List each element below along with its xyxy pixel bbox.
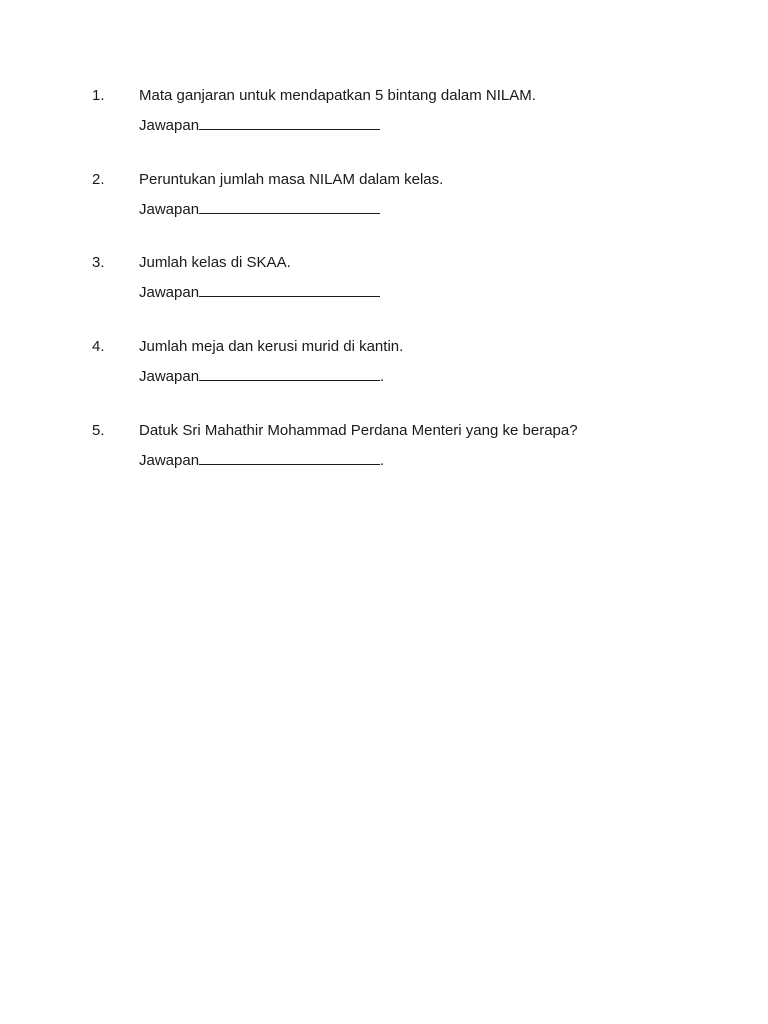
answer-row <box>139 282 692 300</box>
answer-blank[interactable] <box>199 366 380 381</box>
question-3 <box>92 254 692 300</box>
answer-label: Jawapan <box>139 368 200 385</box>
question-text: Jumlah meja dan kerusi murid di kantin. <box>139 338 404 355</box>
question-number: 5. <box>92 422 105 439</box>
answer-suffix: . <box>380 452 385 469</box>
question-number: 3. <box>92 254 105 271</box>
question-number: 4. <box>92 338 105 355</box>
question-5 <box>92 422 692 468</box>
question-text: Datuk Sri Mahathir Mohammad Perdana Menteri yang ke berapa? <box>139 422 578 439</box>
question-4 <box>92 338 692 384</box>
answer-label: Jawapan <box>139 284 200 301</box>
answer-row <box>139 199 692 217</box>
question-text: Mata ganjaran untuk mendapatkan 5 bintang dalam NILAM. <box>139 87 536 104</box>
answer-label: Jawapan <box>139 117 200 134</box>
question-2 <box>92 171 692 217</box>
answer-row <box>139 450 692 468</box>
question-1 <box>92 87 692 133</box>
answer-label: Jawapan <box>139 201 200 218</box>
question-text: Peruntukan jumlah masa NILAM dalam kelas. <box>139 171 444 188</box>
answer-suffix: . <box>380 368 385 385</box>
answer-blank[interactable] <box>199 282 380 297</box>
answer-row <box>139 366 692 384</box>
answer-blank[interactable] <box>199 115 380 130</box>
question-number: 1. <box>92 87 105 104</box>
answer-blank[interactable] <box>199 450 380 465</box>
answer-blank[interactable] <box>199 199 380 214</box>
answer-row <box>139 115 692 133</box>
question-number: 2. <box>92 171 105 188</box>
answer-label: Jawapan <box>139 452 200 469</box>
question-text: Jumlah kelas di SKAA. <box>139 254 291 271</box>
